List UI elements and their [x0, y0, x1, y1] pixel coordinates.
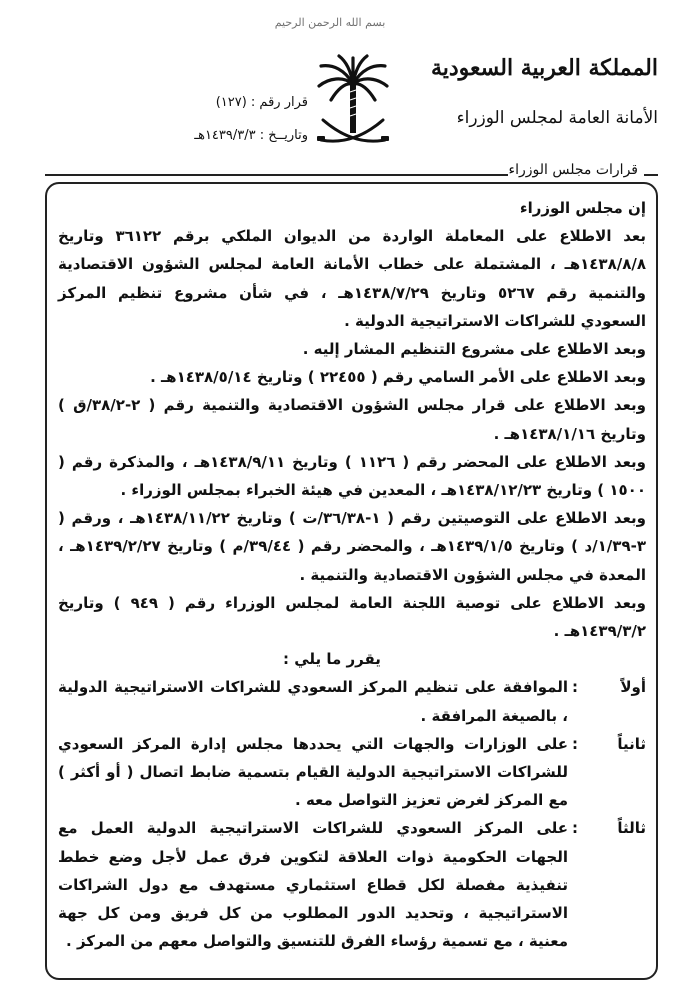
item-number: ثانياً: [617, 734, 646, 753]
decision-item: [58, 814, 646, 955]
header-rule: [45, 174, 508, 176]
decision-item: [58, 730, 646, 815]
opening-line: إن مجلس الوزراء: [519, 199, 646, 217]
preamble-paragraph: وبعد الاطلاع على التوصيتين رقم ( ١-٣٦/٣٨/ت ) وتاريخ ١٤٣٨/١١/٢٢هـ ، ورقم ( ٣-١/٣٩/د ) وتاريخ ١٤٣٩/١/٥هـ ، والمحضر رقم ( ٣٩/٤٤/م ) وتاريخ ١٤٣٩/٢/٢٧هـ ، المعدة في مجلس الشؤون الاقتصادية والتنمية .: [58, 509, 646, 584]
section-label: قرارات مجلس الوزراء: [508, 162, 638, 178]
basmala: بسم الله الرحمن الرحيم: [274, 16, 386, 29]
preamble-paragraph: وبعد الاطلاع على توصية اللجنة العامة لمجلس الوزراء رقم ( ٩٤٩ ) وتاريخ ١٤٣٩/٣/٢هـ .: [58, 593, 646, 641]
item-separator: :: [572, 678, 578, 697]
item-number: أولاً: [620, 678, 646, 697]
decision-date: وتاريــخ : ١٤٣٩/٣/٣هـ: [194, 128, 308, 143]
preamble-paragraph: وبعد الاطلاع على مشروع التنظيم المشار إليه .: [302, 340, 646, 359]
preamble-paragraph: وبعد الاطلاع على قرار مجلس الشؤون الاقتصادية والتنمية رقم ( ٢-٣٨/٢/ق ) وتاريخ ١٤٣٨/١/١٦هـ .: [58, 396, 646, 443]
section-header: [45, 162, 658, 182]
decision-item: [58, 673, 646, 729]
kingdom-name: المملكة العربية السعودية: [430, 55, 658, 81]
palm-and-swords-emblem-icon: [315, 50, 391, 150]
decides-heading: يقرر ما يلي :: [283, 650, 381, 669]
header-rule-end: [644, 174, 658, 176]
preamble-paragraph: بعد الاطلاع على المعاملة الواردة من الديوان الملكي برقم ٣٦١٢٢ وتاريخ ١٤٣٨/٨/٨هـ ، المشتملة على خطاب الأمانة العامة لمجلس الشؤون الاقتصادية والتنمية رقم ٥٢٦٧ وتاريخ ١٤٣٨/٧/٢٩هـ ، في شأن مشروع تنظيم المركز السعودي للشراكات الاستراتيجية الدولية .: [58, 227, 647, 330]
item-text: على المركز السعودي للشراكات الاستراتيجية الدولية العمل مع الجهات الحكومية ذوات العلاقة لتكوين فرق عمل لأجل وضع خطط تنفيذية مفصلة لكل قطاع استثماري مستهدف مع دول الشراكات الاستراتيجية ، وتحديد الدور المطلوب من كل فريق ومن كل جهة معنية ، مع تسمية رؤساء الفرق للتنسيق والتواصل معهم من المركز .: [58, 819, 568, 951]
decision-body: [58, 194, 646, 955]
item-separator: :: [572, 819, 578, 838]
secretariat-name: الأمانة العامة لمجلس الوزراء: [456, 108, 658, 128]
item-number: ثالثاً: [617, 819, 646, 838]
item-text: على الوزارات والجهات التي يحددها مجلس إدارة المركز السعودي للشراكات الاستراتيجية الدولية القيام بتسمية ضابط اتصال ( أو أكثر ) مع المركز لغرض تعزيز التواصل معه .: [58, 734, 568, 810]
item-separator: :: [572, 734, 578, 753]
preamble-paragraph: وبعد الاطلاع على المحضر رقم ( ١١٢٦ ) وتاريخ ١٤٣٨/٩/١١هـ ، والمذكرة رقم ( ١٥٠٠ ) وتاريخ ١٤٣٨/١٢/٢٣هـ ، المعدين في هيئة الخبراء بمجلس الوزراء .: [58, 452, 646, 500]
item-text: الموافقة على تنظيم المركز السعودي للشراكات الاستراتيجية الدولية ، بالصيغة المرافقة .: [58, 678, 568, 725]
preamble-paragraph: وبعد الاطلاع على الأمر السامي رقم ( ٢٢٤٥٥ ) وتاريخ ١٤٣٨/٥/١٤هـ .: [150, 368, 646, 387]
decision-number: قرار رقم : (١٢٧): [215, 95, 308, 110]
